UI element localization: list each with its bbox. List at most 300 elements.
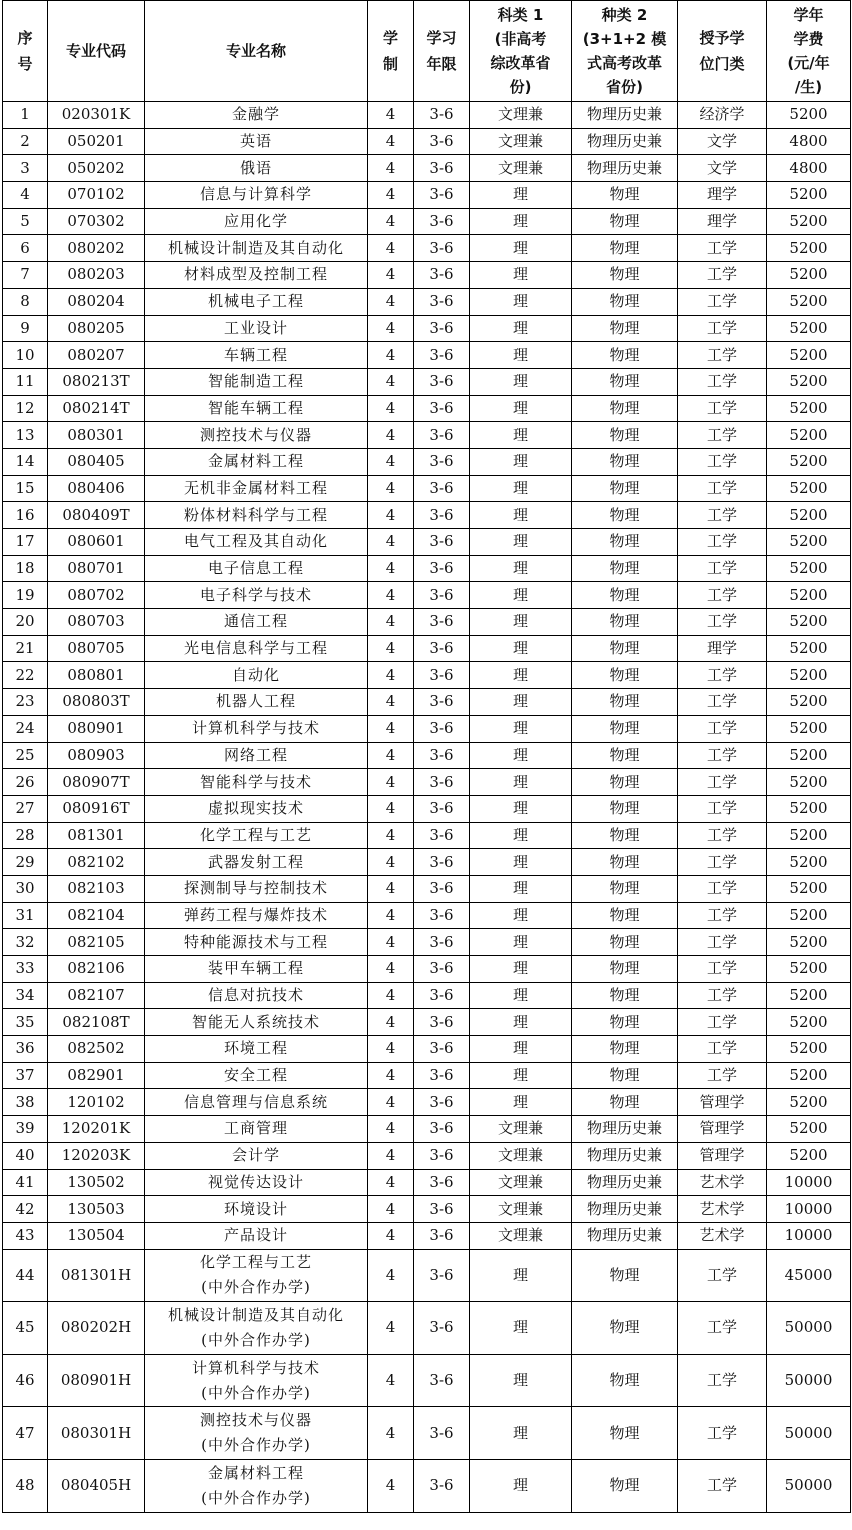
cell-code: 080301 [48,422,145,449]
cell-name [145,715,368,742]
cell-code: 080405H [48,1459,145,1512]
cell-name [145,1036,368,1063]
cell-fee: 5200 [767,475,851,502]
table-row [3,1142,851,1169]
cell-degree: 工学 [678,662,767,689]
cell-seq: 40 [3,1142,48,1169]
cell-system: 4 [368,1196,414,1223]
header-system: 学 制 [368,1,414,102]
cell-degree: 文学 [678,155,767,182]
cell-seq: 13 [3,422,48,449]
cell-category-1: 理 [470,288,572,315]
cell-code: 082106 [48,956,145,983]
major-name: 计算机科学与技术 [191,719,320,738]
cell-name [145,342,368,369]
cell-years: 3-6 [414,582,470,609]
major-name-note: (中外合作办学) [201,1330,311,1349]
cell-fee: 5200 [767,662,851,689]
cell-code: 081301H [48,1249,145,1302]
cell-years: 3-6 [414,448,470,475]
cell-name [145,1169,368,1196]
cell-category-1: 理 [470,875,572,902]
cell-years: 3-6 [414,982,470,1009]
cell-system: 4 [368,609,414,636]
cell-name [145,742,368,769]
cell-years: 3-6 [414,875,470,902]
cell-code: 082102 [48,849,145,876]
cell-category-1: 理 [470,769,572,796]
major-name: 信息对抗技术 [207,986,304,1005]
cell-system: 4 [368,982,414,1009]
table-row [3,662,851,689]
cell-system: 4 [368,582,414,609]
cell-degree: 工学 [678,262,767,289]
table-row [3,182,851,209]
cell-system: 4 [368,448,414,475]
cell-seq: 19 [3,582,48,609]
major-name: 自动化 [231,665,280,684]
cell-degree: 工学 [678,1062,767,1089]
cell-category-1: 理 [470,582,572,609]
cell-code: 120102 [48,1089,145,1116]
cell-system: 4 [368,849,414,876]
cell-name [145,1196,368,1223]
cell-system: 4 [368,956,414,983]
cell-name [145,795,368,822]
cell-system: 4 [368,715,414,742]
cell-category-1: 理 [470,1302,572,1355]
cell-code: 050201 [48,128,145,155]
cell-system: 4 [368,795,414,822]
cell-fee: 45000 [767,1249,851,1302]
cell-category-2: 物理 [572,769,678,796]
cell-fee: 5200 [767,555,851,582]
cell-degree: 工学 [678,956,767,983]
cell-degree: 工学 [678,555,767,582]
cell-category-1: 理 [470,689,572,716]
cell-seq: 5 [3,208,48,235]
cell-system: 4 [368,422,414,449]
cell-name [145,475,368,502]
cell-seq: 43 [3,1222,48,1249]
cell-code: 080705 [48,635,145,662]
cell-seq: 23 [3,689,48,716]
cell-seq: 16 [3,502,48,529]
cell-category-1: 理 [470,1036,572,1063]
cell-fee: 5200 [767,1142,851,1169]
cell-system: 4 [368,1062,414,1089]
cell-code: 070302 [48,208,145,235]
cell-fee: 5200 [767,875,851,902]
cell-category-1: 文理兼 [470,1116,572,1143]
cell-seq: 12 [3,395,48,422]
cell-name [145,1222,368,1249]
major-name: 英语 [239,132,272,151]
cell-name [145,1089,368,1116]
cell-name [145,555,368,582]
cell-code: 080207 [48,342,145,369]
cell-category-1: 理 [470,715,572,742]
cell-name [145,315,368,342]
cell-fee: 50000 [767,1354,851,1407]
major-name-note: (中外合作办学) [201,1488,311,1507]
major-name: 计算机科学与技术 [191,1358,320,1377]
cell-category-2: 物理 [572,1089,678,1116]
cell-name [145,1459,368,1512]
cell-category-2: 物理历史兼 [572,1222,678,1249]
cell-seq: 4 [3,182,48,209]
cell-category-2: 物理历史兼 [572,1169,678,1196]
cell-code: 080202H [48,1302,145,1355]
cell-seq: 36 [3,1036,48,1063]
table-row [3,1036,851,1063]
major-name: 测控技术与仪器 [199,1411,312,1430]
cell-category-2: 物理 [572,982,678,1009]
cell-degree: 工学 [678,689,767,716]
cell-code: 080214T [48,395,145,422]
cell-degree: 工学 [678,982,767,1009]
cell-category-2: 物理 [572,555,678,582]
cell-seq: 8 [3,288,48,315]
cell-category-1: 理 [470,395,572,422]
cell-category-2: 物理 [572,475,678,502]
cell-fee: 5200 [767,1009,851,1036]
table-row [3,875,851,902]
cell-fee: 10000 [767,1169,851,1196]
cell-category-2: 物理 [572,395,678,422]
cell-system: 4 [368,502,414,529]
cell-code: 080803T [48,689,145,716]
cell-category-2: 物理 [572,1036,678,1063]
major-name: 安全工程 [223,1066,288,1085]
cell-system: 4 [368,262,414,289]
major-name: 俄语 [239,158,272,177]
cell-years: 3-6 [414,1407,470,1460]
major-name: 武器发射工程 [207,852,304,871]
cell-category-1: 文理兼 [470,102,572,129]
cell-name [145,262,368,289]
cell-category-2: 物理 [572,929,678,956]
cell-name [145,1062,368,1089]
cell-code: 080202 [48,235,145,262]
cell-fee: 5200 [767,315,851,342]
cell-fee: 5200 [767,422,851,449]
cell-seq: 41 [3,1169,48,1196]
cell-category-2: 物理 [572,448,678,475]
cell-category-1: 理 [470,262,572,289]
cell-degree: 管理学 [678,1116,767,1143]
cell-category-1: 理 [470,609,572,636]
cell-years: 3-6 [414,662,470,689]
cell-system: 4 [368,288,414,315]
cell-category-2: 物理 [572,1459,678,1512]
cell-degree: 工学 [678,342,767,369]
cell-fee: 5200 [767,235,851,262]
cell-category-1: 理 [470,368,572,395]
cell-category-2: 物理 [572,1249,678,1302]
table-row [3,475,851,502]
cell-category-2: 物理 [572,262,678,289]
cell-seq: 25 [3,742,48,769]
table-row [3,1169,851,1196]
cell-fee: 5200 [767,1036,851,1063]
cell-seq: 31 [3,902,48,929]
cell-category-1: 理 [470,529,572,556]
cell-fee: 5200 [767,102,851,129]
cell-category-1: 理 [470,1354,572,1407]
cell-seq: 44 [3,1249,48,1302]
cell-system: 4 [368,368,414,395]
cell-fee: 5200 [767,262,851,289]
table-row [3,128,851,155]
cell-code: 082105 [48,929,145,956]
cell-category-1: 理 [470,235,572,262]
cell-category-1: 理 [470,448,572,475]
cell-code: 130504 [48,1222,145,1249]
table-row [3,1222,851,1249]
cell-system: 4 [368,102,414,129]
cell-fee: 5200 [767,182,851,209]
cell-category-1: 理 [470,1407,572,1460]
cell-degree: 工学 [678,715,767,742]
cell-years: 3-6 [414,262,470,289]
cell-seq: 11 [3,368,48,395]
cell-name [145,395,368,422]
cell-category-1: 理 [470,929,572,956]
cell-fee: 5200 [767,582,851,609]
cell-fee: 50000 [767,1407,851,1460]
cell-seq: 17 [3,529,48,556]
table-row [3,609,851,636]
cell-category-2: 物理 [572,208,678,235]
cell-seq: 29 [3,849,48,876]
cell-name [145,1407,368,1460]
table-row [3,982,851,1009]
cell-category-2: 物理 [572,875,678,902]
cell-fee: 4800 [767,155,851,182]
header-name: 专业名称 [145,1,368,102]
cell-system: 4 [368,555,414,582]
cell-seq: 18 [3,555,48,582]
cell-system: 4 [368,475,414,502]
cell-name [145,1116,368,1143]
cell-code: 130502 [48,1169,145,1196]
cell-years: 3-6 [414,342,470,369]
cell-years: 3-6 [414,395,470,422]
cell-category-1: 理 [470,956,572,983]
cell-fee: 5200 [767,902,851,929]
cell-fee: 5200 [767,742,851,769]
cell-seq: 9 [3,315,48,342]
table-row [3,1407,851,1460]
major-name: 特种能源技术与工程 [183,932,328,951]
table-row [3,1459,851,1512]
cell-code: 020301K [48,102,145,129]
table-row [3,822,851,849]
cell-code: 082103 [48,875,145,902]
cell-fee: 5200 [767,368,851,395]
cell-category-1: 理 [470,208,572,235]
cell-seq: 28 [3,822,48,849]
cell-degree: 工学 [678,235,767,262]
cell-category-2: 物理历史兼 [572,1196,678,1223]
cell-name [145,529,368,556]
cell-category-2: 物理 [572,529,678,556]
table-row [3,208,851,235]
cell-category-1: 理 [470,742,572,769]
cell-code: 082108T [48,1009,145,1036]
cell-code: 120203K [48,1142,145,1169]
cell-degree: 工学 [678,448,767,475]
cell-name [145,822,368,849]
cell-degree: 工学 [678,902,767,929]
cell-fee: 5200 [767,635,851,662]
cell-years: 3-6 [414,102,470,129]
cell-fee: 5200 [767,502,851,529]
cell-years: 3-6 [414,1036,470,1063]
cell-system: 4 [368,1142,414,1169]
cell-code: 080301H [48,1407,145,1460]
cell-category-1: 理 [470,795,572,822]
cell-fee: 5200 [767,769,851,796]
cell-degree: 工学 [678,529,767,556]
cell-code: 080204 [48,288,145,315]
cell-seq: 32 [3,929,48,956]
cell-system: 4 [368,182,414,209]
cell-name [145,1302,368,1355]
cell-seq: 20 [3,609,48,636]
major-name: 装甲车辆工程 [207,959,304,978]
major-name-note: (中外合作办学) [201,1278,311,1297]
cell-category-2: 物理 [572,582,678,609]
cell-name [145,502,368,529]
cell-name [145,769,368,796]
major-name: 机器人工程 [215,692,296,711]
cell-category-1: 理 [470,662,572,689]
cell-category-2: 物理 [572,422,678,449]
cell-seq: 24 [3,715,48,742]
cell-code: 080409T [48,502,145,529]
cell-fee: 5200 [767,822,851,849]
cell-fee: 5200 [767,689,851,716]
major-name: 视觉传达设计 [207,1172,304,1191]
cell-fee: 5200 [767,609,851,636]
cell-system: 4 [368,1116,414,1143]
cell-years: 3-6 [414,529,470,556]
table-row [3,448,851,475]
header-category-2: 种类 2 (3+1+2 模 式高考改革 省份) [572,1,678,102]
cell-name [145,102,368,129]
cell-degree: 经济学 [678,102,767,129]
cell-years: 3-6 [414,635,470,662]
cell-years: 3-6 [414,182,470,209]
cell-seq: 37 [3,1062,48,1089]
table-body [3,102,851,1513]
cell-name [145,849,368,876]
table-row [3,1302,851,1355]
cell-seq: 34 [3,982,48,1009]
major-name: 会计学 [231,1146,280,1165]
cell-degree: 工学 [678,368,767,395]
table-row [3,769,851,796]
major-name: 应用化学 [223,212,288,231]
cell-system: 4 [368,902,414,929]
cell-category-1: 理 [470,635,572,662]
header-fee: 学年 学费 (元/年 /生) [767,1,851,102]
cell-fee: 5200 [767,1116,851,1143]
cell-seq: 33 [3,956,48,983]
cell-system: 4 [368,1009,414,1036]
cell-category-2: 物理 [572,742,678,769]
cell-name [145,155,368,182]
cell-fee: 5200 [767,1062,851,1089]
major-name: 智能科学与技术 [199,772,312,791]
header-seq: 序 号 [3,1,48,102]
cell-category-1: 文理兼 [470,1142,572,1169]
cell-years: 3-6 [414,288,470,315]
majors-table [2,0,851,1513]
cell-system: 4 [368,1089,414,1116]
major-name: 金属材料工程 [207,1463,304,1482]
cell-system: 4 [368,1249,414,1302]
cell-years: 3-6 [414,155,470,182]
cell-seq: 39 [3,1116,48,1143]
header-category-1: 科类 1 (非高考 综改革省 份) [470,1,572,102]
cell-name [145,182,368,209]
cell-code: 080203 [48,262,145,289]
table-row [3,849,851,876]
cell-category-1: 理 [470,1089,572,1116]
cell-degree: 管理学 [678,1089,767,1116]
cell-years: 3-6 [414,1089,470,1116]
cell-system: 4 [368,235,414,262]
table-row [3,422,851,449]
cell-code: 080916T [48,795,145,822]
cell-name [145,1249,368,1302]
cell-years: 3-6 [414,795,470,822]
cell-fee: 5200 [767,982,851,1009]
major-name: 虚拟现实技术 [207,799,304,818]
cell-name [145,448,368,475]
cell-years: 3-6 [414,502,470,529]
cell-category-2: 物理历史兼 [572,128,678,155]
cell-code: 082104 [48,902,145,929]
cell-seq: 15 [3,475,48,502]
cell-category-2: 物理 [572,502,678,529]
major-name: 电子科学与技术 [199,585,312,604]
cell-degree: 艺术学 [678,1196,767,1223]
cell-name [145,662,368,689]
cell-code: 082107 [48,982,145,1009]
cell-degree: 工学 [678,475,767,502]
cell-system: 4 [368,1354,414,1407]
cell-degree: 工学 [678,929,767,956]
cell-years: 3-6 [414,1116,470,1143]
cell-name [145,288,368,315]
cell-name [145,368,368,395]
cell-years: 3-6 [414,742,470,769]
cell-degree: 管理学 [678,1142,767,1169]
cell-name [145,635,368,662]
cell-fee: 5200 [767,849,851,876]
table-row [3,235,851,262]
table-row [3,1116,851,1143]
cell-category-1: 理 [470,475,572,502]
cell-fee: 5200 [767,929,851,956]
major-name: 无机非金属材料工程 [183,478,328,497]
cell-seq: 27 [3,795,48,822]
cell-seq: 38 [3,1089,48,1116]
